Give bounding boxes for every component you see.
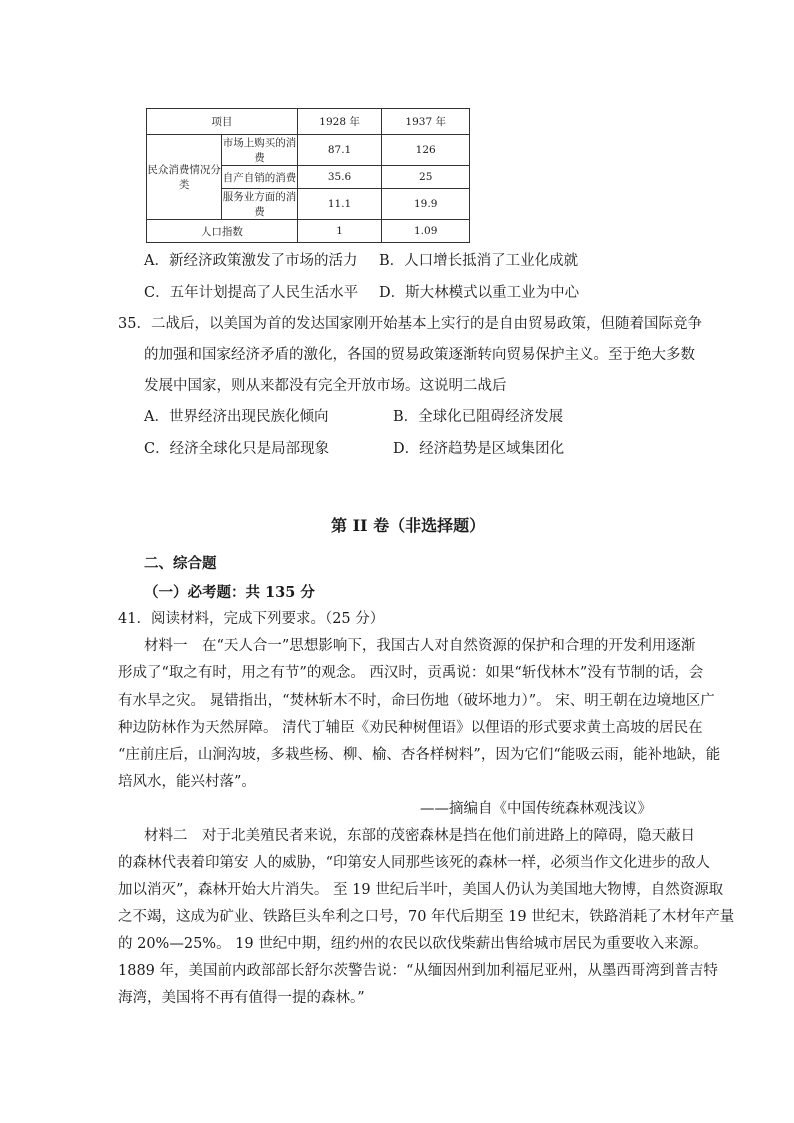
header-item: 项目	[147, 109, 298, 135]
population-1937: 1.09	[382, 220, 470, 243]
material2-line4: 之不竭，这成为矿业、铁路巨头牟利之口号，70 年代后期至 19 世纪末，铁路消耗了木材年产量	[118, 909, 735, 925]
q35-stem-line3: 发展中国家，则从来都没有完全开放市场。这说明二战后	[144, 378, 507, 394]
q34-option-d[interactable]: D．斯大林模式以重工业为中心	[379, 285, 580, 301]
table-row	[147, 220, 470, 243]
material2-line1: 材料二 对于北美殖民者来说，东部的茂密森林是挡在他们前进路上的障碍，隐天蔽日	[144, 828, 695, 844]
population-label: 人口指数	[147, 220, 298, 243]
material2-line3: 加以消灭”，森林开始大片消失。 至 19 世纪后半叶，美国人仍认为美国地大物博，自然资源取	[118, 882, 724, 898]
q34-option-c[interactable]: C．五年计划提高了人民生活水平	[144, 285, 359, 301]
q35-option-c[interactable]: C．经济全球化只是局部现象	[144, 441, 330, 457]
q35-stem-line1: 35．二战后，以美国为首的发达国家刚开始基本上实行的是自由贸易政策，但随着国际竞争	[118, 316, 702, 332]
q35-option-a[interactable]: A．世界经济出现民族化倾向	[144, 409, 329, 425]
material1-line5: “庄前庄后，山涧沟坡，多栽些杨、柳、榆、杏各样树料”，因为它们“能吸云雨，能补地缺，能	[118, 747, 721, 763]
q35-stem-line2: 的加强和国家经济矛盾的激化，各国的贸易政策逐渐转向贸易保护主义。至于绝大多数	[144, 347, 695, 363]
row-value-1928: 35.6	[297, 166, 382, 189]
row-value-1937: 25	[382, 166, 470, 189]
consumption-table	[146, 108, 470, 243]
material1-line4: 种边防林作为天然屏障。 清代丁辅臣《劝民种树俚语》以俚语的形式要求黄土高坡的居民在	[118, 720, 703, 736]
material2-line7: 海湾，美国将不再有值得一提的森林。”	[118, 990, 365, 1006]
q41-prompt: 41．阅读材料，完成下列要求。（25 分）	[118, 611, 385, 627]
material1-line3: 有水旱之灾。 晁错指出，“焚林斩木不时，命曰伤地（破坏地力）”。 宋、明王朝在边境地区广	[118, 693, 715, 709]
material2-line6: 1889 年，美国前内政部部长舒尔茨警告说：“从缅因州到加利福尼亚州，从墨西哥湾到普吉特	[118, 963, 718, 979]
q34-option-b[interactable]: B．人口增长抵消了工业化成就	[379, 253, 579, 269]
row-value-1928: 87.1	[297, 135, 382, 166]
part2-title: 第 II 卷（非选择题）	[331, 516, 486, 535]
population-1928: 1	[297, 220, 382, 243]
subsection-heading: （一）必考题：共 135 分	[144, 584, 315, 601]
row-value-1928: 11.1	[297, 189, 382, 220]
q35-option-d[interactable]: D．经济趋势是区域集团化	[393, 441, 565, 457]
header-1928: 1928 年	[297, 109, 382, 135]
row-label: 市场上购买的消费	[222, 135, 297, 166]
section-heading: 二、综合题	[144, 555, 217, 572]
q34-option-a[interactable]: A．新经济政策激发了市场的活力	[144, 253, 358, 269]
material1-line2: 形成了“取之有时，用之有节”的观念。 西汉时，贡禹说：如果“斩伐林木”没有节制的话，会	[118, 665, 704, 681]
row-value-1937: 126	[382, 135, 470, 166]
table-row	[147, 135, 470, 166]
q35-option-b[interactable]: B．全球化已阻碍经济发展	[393, 409, 564, 425]
table-header-row	[147, 109, 470, 135]
row-label: 自产自销的消费	[222, 166, 297, 189]
header-1937: 1937 年	[382, 109, 470, 135]
material1-source: ——摘编自《中国传统森林观浅议》	[420, 801, 652, 817]
material1-line6: 培风水，能兴村落”。	[118, 774, 256, 790]
category-cell: 民众消费情况分类	[147, 135, 222, 220]
material2-line2: 的森林代表着印第安 人的威胁，“印第安人同那些该死的森林一样，必须当作文化进步的敌人	[118, 855, 711, 871]
row-label: 服务业方面的消费	[222, 189, 297, 220]
material1-line1: 材料一 在“天人合一”思想影响下，我国古人对自然资源的保护和合理的开发利用逐渐	[144, 638, 696, 654]
material2-line5: 的 20%—25%。 19 世纪中期，纽约州的农民以砍伐柴薪出售给城市居民为重要收入来源。	[118, 936, 708, 952]
row-value-1937: 19.9	[382, 189, 470, 220]
